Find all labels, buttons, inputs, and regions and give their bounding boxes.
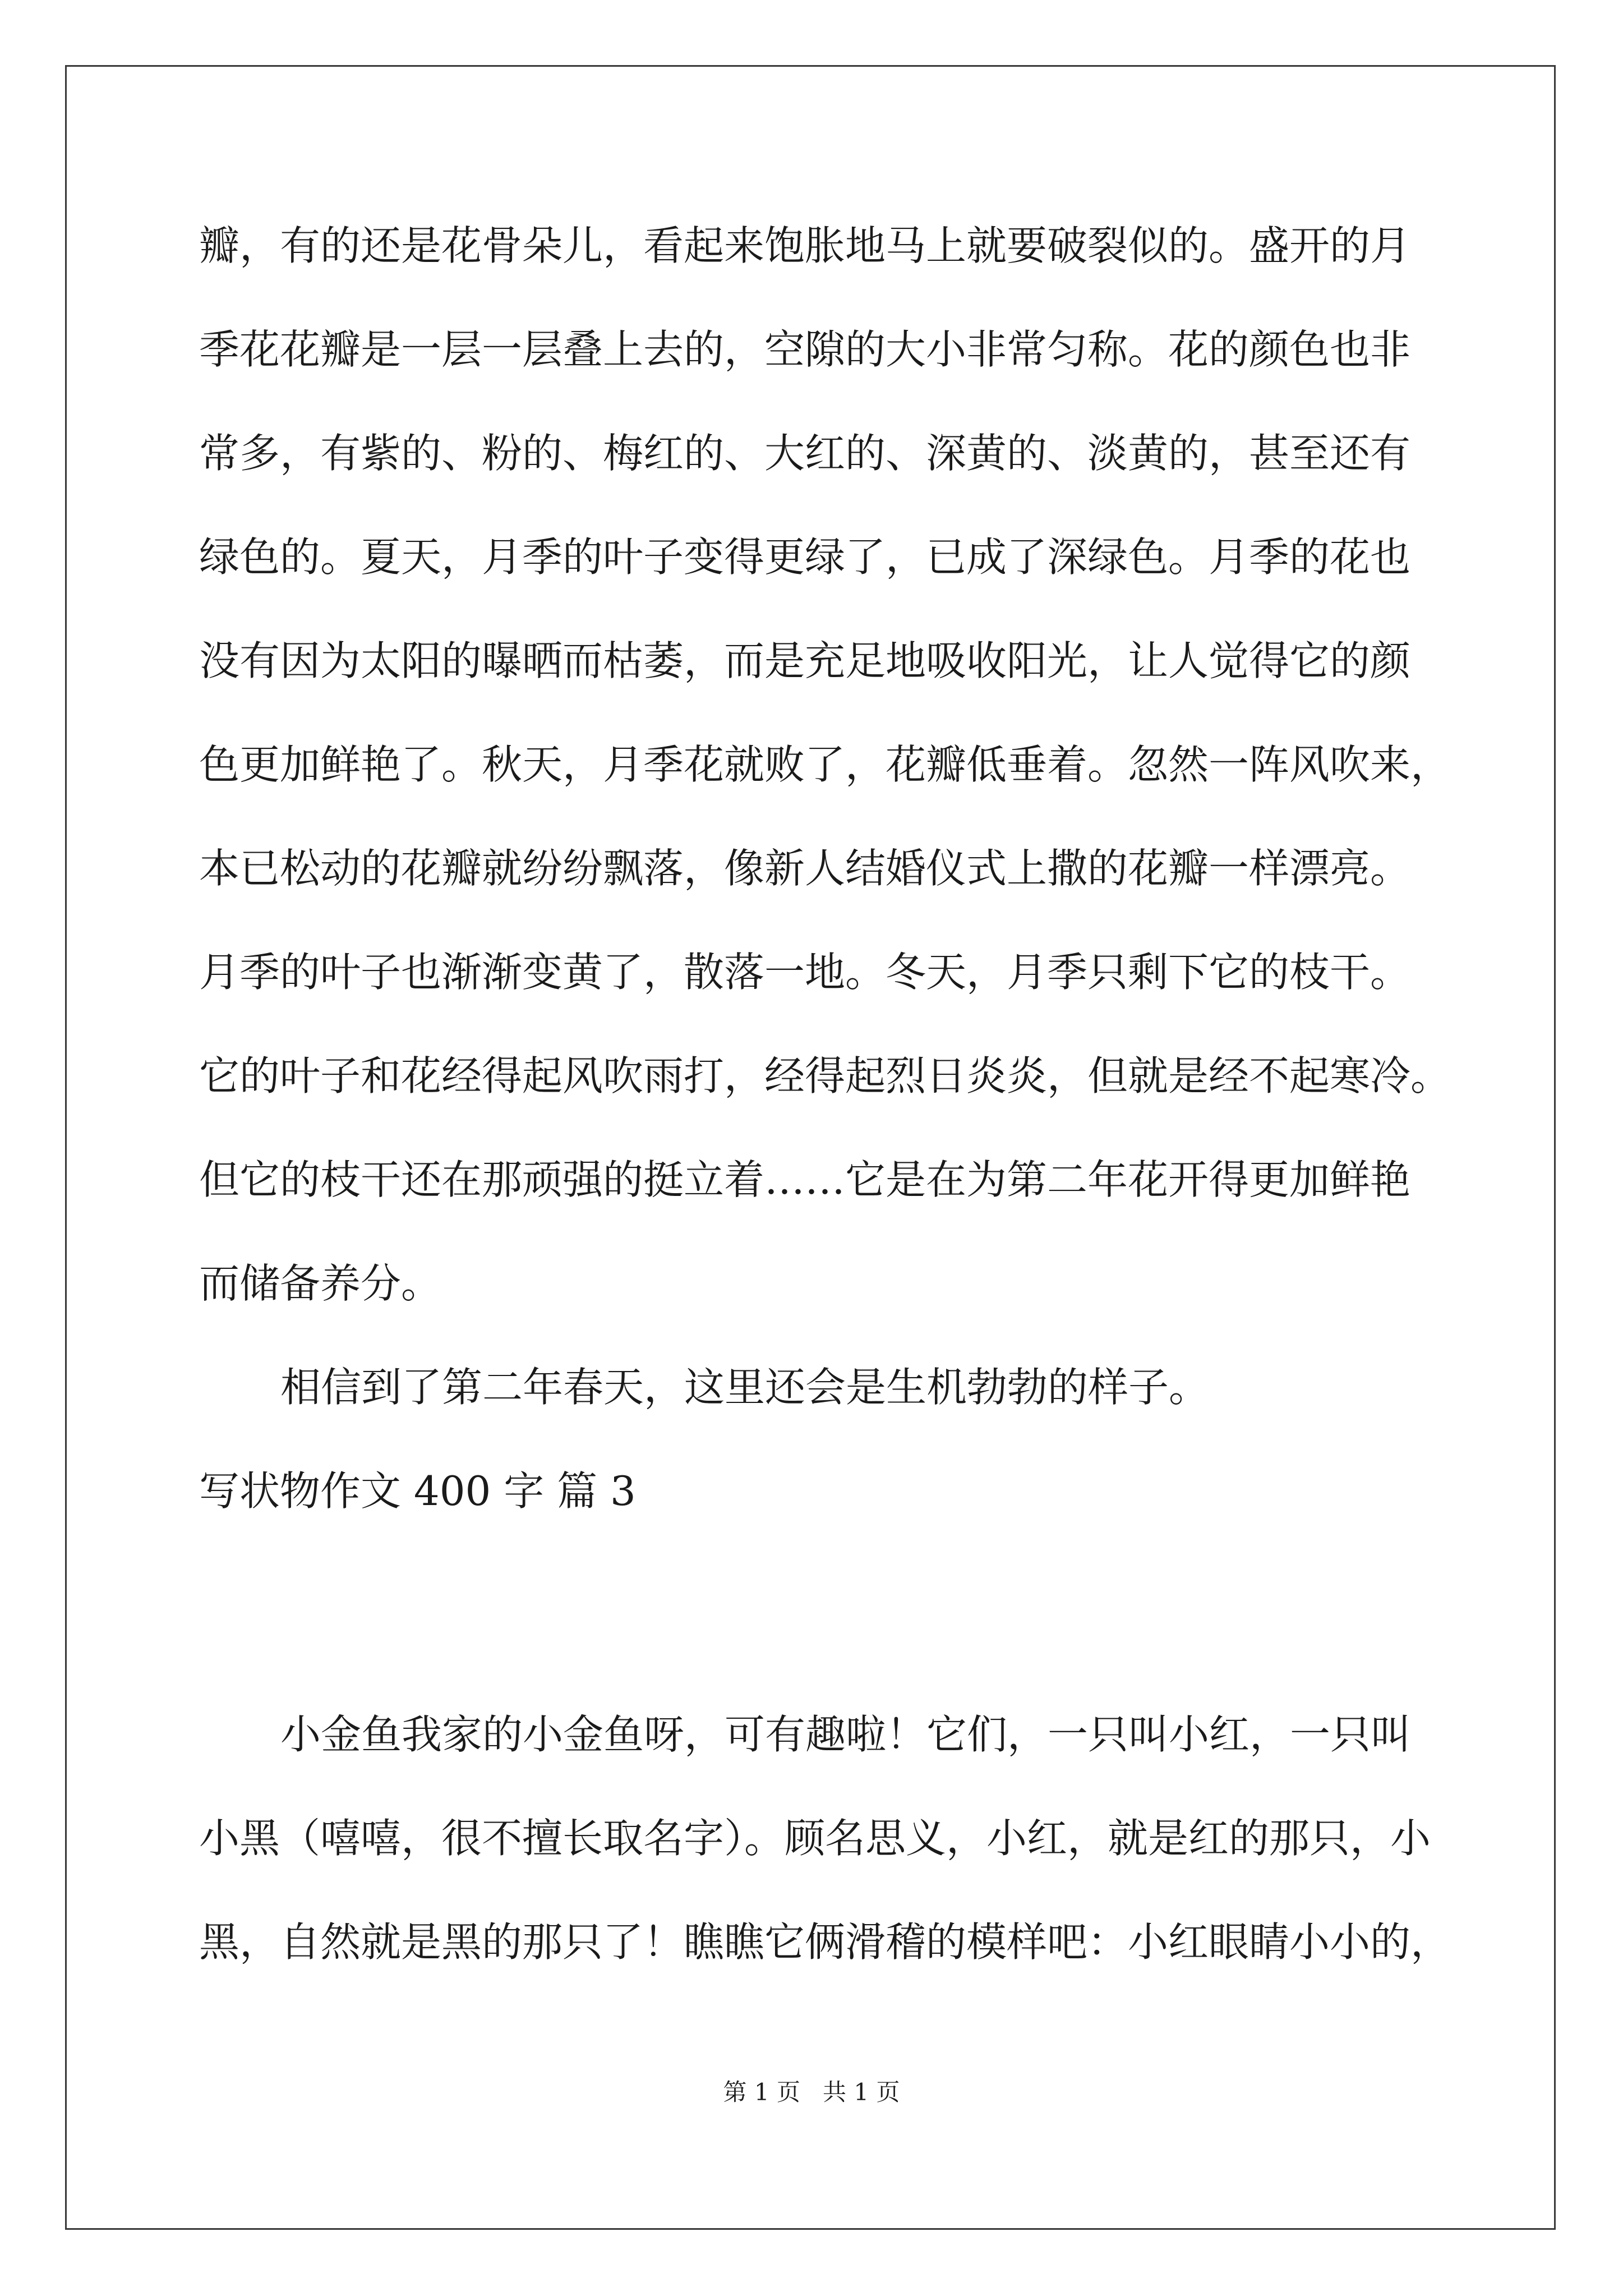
body-text-line: 月季的叶子也渐渐变黄了，散落一地。冬天，月季只剩下它的枝干。 <box>199 949 1411 996</box>
closing-paragraph: 相信到了第二年春天，这里还会是生机勃勃的样子。 <box>280 1364 1210 1411</box>
body-text-line: 但它的枝干还在那顽强的挺立着……它是在为第二年花开得更加鲜艳 <box>199 1156 1411 1203</box>
section-heading: 写状物作文 400 字 篇 3 <box>199 1467 636 1515</box>
body-text-line: 黑，自然就是黑的那只了！瞧瞧它俩滑稽的模样吧：小红眼睛小小的， <box>199 1918 1451 1966</box>
body-text-line: 而储备养分。 <box>199 1260 442 1307</box>
body-text-line: 它的叶子和花经得起风吹雨打，经得起烈日炎炎，但就是经不起寒冷。 <box>199 1052 1451 1099</box>
body-text-line: 常多，有紫的、粉的、梅红的、大红的、深黄的、淡黄的，甚至还有 <box>199 430 1411 477</box>
body-text-line: 色更加鲜艳了。秋天，月季花就败了，花瓣低垂着。忽然一阵风吹来， <box>199 741 1451 788</box>
body-text-line: 小黑（嘻嘻，很不擅长取名字）。顾名思义，小红，就是红的那只，小 <box>199 1815 1431 1862</box>
body-text-line: 本已松动的花瓣就纷纷飘落，像新人结婚仪式上撒的花瓣一样漂亮。 <box>199 845 1411 892</box>
body-text-line: 瓣，有的还是花骨朵儿，看起来饱胀地马上就要破裂似的。盛开的月 <box>199 222 1411 269</box>
body-text-line: 季花花瓣是一层一层叠上去的，空隙的大小非常匀称。花的颜色也非 <box>199 326 1411 373</box>
body-text-line: 绿色的。夏天，月季的叶子变得更绿了，已成了深绿色。月季的花也 <box>199 533 1411 581</box>
page-indicator: 第 1 页 共 1 页 <box>723 2078 900 2106</box>
body-text-line: 没有因为太阳的曝晒而枯萎，而是充足地吸收阳光，让人觉得它的颜 <box>199 637 1411 684</box>
page-border <box>65 65 1556 2230</box>
body-text-line: 小金鱼我家的小金鱼呀，可有趣啦！它们，一只叫小红，一只叫 <box>280 1711 1412 1758</box>
